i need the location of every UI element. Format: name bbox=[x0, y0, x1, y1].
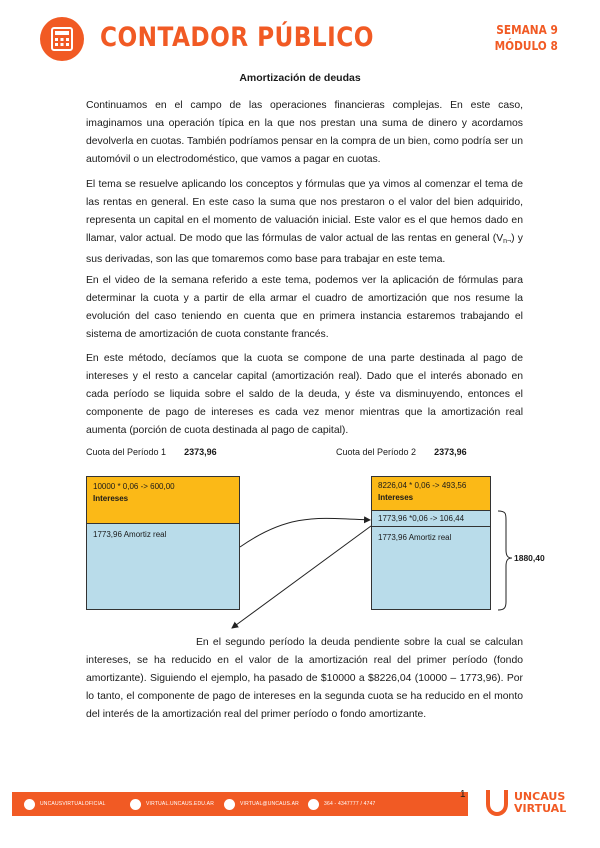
total-brace bbox=[498, 511, 512, 610]
period-2-text: Cuota del Período 2 bbox=[336, 447, 417, 457]
carry-over-arrow bbox=[240, 518, 370, 547]
module-label: MÓDULO 8 bbox=[494, 39, 558, 53]
paragraph-2-text-b: ) y sus derivadas, son las que tomaremos como base para trabajar en este tema. bbox=[86, 233, 523, 265]
contact-web[interactable] bbox=[130, 798, 214, 810]
whatsapp-icon bbox=[308, 799, 319, 810]
contact-facebook-text: UNCAUSVIRTUALOFICIAL bbox=[40, 801, 106, 807]
uncaus-logo-icon bbox=[484, 788, 510, 816]
period-1-amortization-label: 1773,96 Amortiz real bbox=[93, 530, 167, 539]
paragraph-3: En el video de la semana referido a este tema, podemos ver la aplicación de fórmulas para determinar la cuota y a partir de ella armar el cuadro de amortización que nos resume la evolución del caso teniendo en cuenta que en primera instancia estaremos trabajando el sistema de amortización de cuota constante francés. bbox=[86, 275, 523, 340]
contact-facebook[interactable] bbox=[24, 798, 106, 810]
document-title: Amortización de deudas bbox=[239, 72, 361, 84]
page-footer bbox=[0, 780, 600, 848]
uncaus-brand-line2: VIRTUAL bbox=[514, 802, 567, 815]
period-2-interest-calc: 8226,04 * 0,06 -> 493,56 bbox=[378, 481, 467, 490]
period-1-text: Cuota del Período 1 bbox=[86, 447, 167, 457]
contact-web-text: VIRTUAL.UNCAUS.EDU.AR bbox=[146, 801, 215, 807]
contact-mail-text: VIRTUAL@UNCAUS.AR bbox=[240, 801, 299, 807]
paragraph-1: Continuamos en el campo de las operaciones financieras complejas. En este caso, imaginamos una operación típica en la que nos prestan una suma de dinero y acordamos devolverla en cuotas. También podríamos pensar en la compra de un bien, como podría ser un automóvil o un electrodoméstico, que vamos a pagar en cuotas. bbox=[86, 100, 523, 165]
contact-whatsapp-text: 364 - 4347777 / 4747 bbox=[324, 801, 376, 807]
contact-whatsapp[interactable] bbox=[308, 798, 376, 810]
period-2-amortization-label: 1773,96 Amortiz real bbox=[378, 533, 452, 542]
facebook-icon bbox=[24, 799, 35, 810]
period-1-value: 2373,96 bbox=[184, 447, 217, 457]
period-2-interest-label: Intereses bbox=[378, 493, 414, 502]
period-2-extra-interest-calc: 1773,96 *0,06 -> 106,44 bbox=[378, 514, 465, 523]
contact-bar bbox=[12, 792, 468, 816]
page-number: 1 bbox=[460, 789, 466, 800]
uncaus-brand-line1: UNCAUS bbox=[514, 790, 566, 803]
career-title: CONTADOR PÚBLICO bbox=[100, 22, 374, 53]
paragraph-4: En este método, decíamos que la cuota se compone de una parte destinada al pago de intereses y el resto a cancelar capital (amortización real). Dado que el interés abonado en cada período se liquida sobre el saldo de la deuda, y éste va disminuyendo, entonces el componente de pago de intereses es cada vez menor mientras que la amortización real aumenta (porción de cuota destinada al pago de capital). bbox=[86, 353, 523, 436]
uncaus-brand bbox=[514, 791, 566, 815]
brace-total-value: 1880,40 bbox=[514, 553, 545, 563]
period-1-interest-calc: 10000 * 0,06 -> 600,00 bbox=[93, 482, 175, 491]
mail-icon bbox=[224, 799, 235, 810]
paragraph-2-text-a: El tema se resuelve aplicando los conceptos y fórmulas que ya vimos al comenzar el tema de las rentas en general. En este caso la suma que nos prestaron o el valor del bien adquirido, representa un capital en el momento de valuación inicial. Este valor es el que hemos dado en llamar, valor actual. De modo que las fórmulas de valor actual de las rentas en general (V bbox=[86, 179, 523, 244]
web-icon bbox=[130, 799, 141, 810]
contact-mail[interactable] bbox=[224, 798, 299, 810]
paragraph-5: En el segundo período la deuda pendiente sobre la cual se calculan intereses, se ha reducido en el valor de la amortización real del primer período (fondo amortizante). Siguiendo el ejemplo, ha pasado de $10000 a $8226,04 (10000 – 1773,96). Por lo tanto, el componente de pago de intereses en la segunda cuota se ha reducido en el monto del interés de la amortización real del primer período o fondo amortizante. bbox=[86, 637, 523, 720]
week-label: SEMANA 9 bbox=[496, 23, 558, 37]
annuity-subscript: n¬ bbox=[503, 238, 512, 245]
period-1-interest-label: Intereses bbox=[93, 494, 129, 503]
explanation-arrow bbox=[232, 526, 371, 628]
period-2-value: 2373,96 bbox=[434, 447, 467, 457]
